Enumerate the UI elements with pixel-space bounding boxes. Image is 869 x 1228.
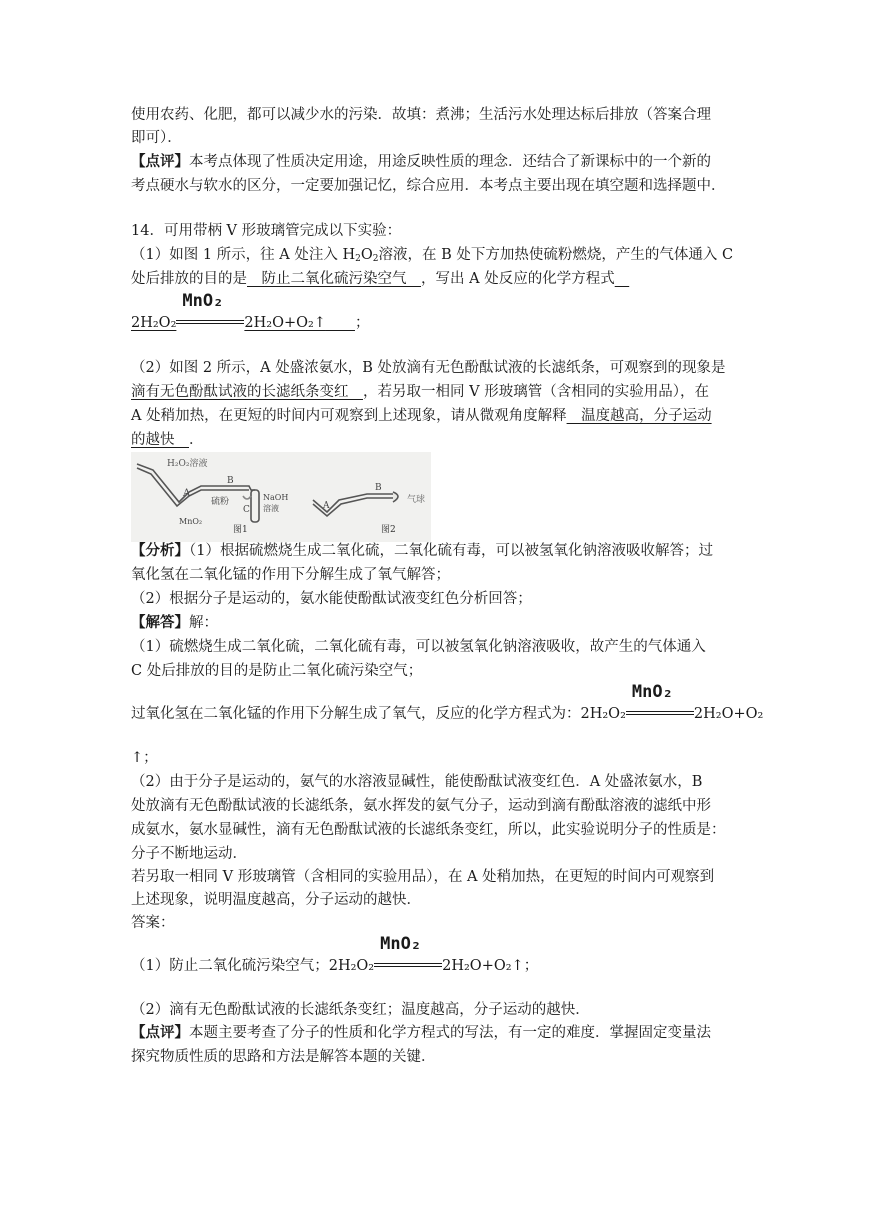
equation-line: 2H₂O₂ MnO₂ 2H₂O+O₂↑ ； — [131, 291, 370, 331]
question-part: A 处稍加热，在更短的时间内可观察到上述现象，请从微观角度解释 温度越高，分子运动 — [131, 408, 712, 424]
figure-caption-2: 图2 — [381, 525, 396, 535]
reaction-arrow: MnO₂ — [176, 313, 244, 333]
label-sulfur: 硫粉 — [211, 497, 230, 507]
text-line: 使用农药、化肥，都可以减少水的污染．故填：煮沸；生活污水处理达标后排放（答案合理 — [131, 107, 711, 123]
solution-line: 成氨水，氨水显碱性，滴有无色酚酞试液的长滤纸条变红，所以，此实验说明分子的性质是： — [131, 822, 726, 838]
label-naoh: NaOH — [263, 493, 289, 502]
answer-heading: 答案： — [131, 915, 175, 931]
experiment-figure — [131, 452, 431, 542]
answer-line: （1）防止二氧化硫污染空气；2H₂O₂ MnO₂ 2H₂O+O₂↑； — [131, 934, 539, 974]
solution-heading: 【解答】解： — [131, 614, 218, 631]
reaction-arrow: MnO₂ — [374, 956, 442, 976]
label-b: B — [227, 476, 234, 486]
solution-line: （1）硫燃烧生成二氧化硫，二氧化硫有毒，可以被氢氧化钠溶液吸收，故产生的气体通入 — [131, 639, 706, 655]
solution-line: ↑； — [131, 750, 158, 766]
question-part: （1）如图 1 所示，往 A 处注入 $H_2O_2$溶液，在 B 处下方加热使硫粉燃烧，产生的气体通入 C — [131, 247, 734, 264]
text-line: 即可）． — [131, 130, 182, 146]
comment-line: 【点评】本考点体现了性质决定用途，用途反映性质的理念．还结合了新课标中的一个新的 — [131, 153, 711, 170]
solution-line: C 处后排放的目的是防止二氧化硫污染空气； — [131, 663, 423, 679]
figure-caption-1: 图1 — [233, 525, 248, 535]
solution-line: 若另取一相同 V 形玻璃管（含相同的实验用品），在 A 处稍加热，在更短的时间内可观察到 — [131, 869, 715, 885]
solution-line: （2）由于分子是运动的，氨气的水溶液显碱性，能使酚酞试液变红色．A 处盛浓氨水，B — [131, 774, 703, 790]
label-mno2: MnO₂ — [179, 517, 203, 526]
analysis-line: （2）根据分子是运动的，氨水能使酚酞试液变红色分析回答； — [131, 591, 532, 607]
comment-line: 探究物质性质的思路和方法是解答本题的关键． — [131, 1049, 436, 1065]
label-a: A — [183, 488, 191, 499]
analysis-line: 【分析】（1）根据硫燃烧生成二氧化硫，二氧化硫有毒，可以被氢氧化钠溶液吸收解答；过 — [131, 542, 713, 559]
text-line: 考点硬水与软水的区分，一定要加强记忆，综合应用．本考点主要出现在填空题和选择题中． — [131, 178, 726, 194]
label-c: C — [243, 505, 250, 515]
reaction-arrow: MnO₂ — [626, 704, 694, 724]
question-part: 处后排放的目的是 防止二氧化硫污染空气 ，写出 A 处反应的化学方程式 — [131, 271, 615, 287]
question-part: （2）如图 2 所示，A 处盛浓氨水，B 处放滴有无色酚酞试液的长滤纸条，可观察到的现象是 — [131, 360, 726, 376]
question-part: 的越快 ． — [131, 432, 204, 448]
analysis-line: 氧化氢在二氧化锰的作用下分解生成了氧气解答； — [131, 567, 450, 583]
answer-line: （2）滴有无色酚酞试液的长滤纸条变红；温度越高，分子运动的越快． — [131, 1002, 590, 1018]
label-b-2: B — [375, 483, 382, 493]
solution-line: 处放滴有无色酚酞试液的长滤纸条，氨水挥发的氨气分子，运动到滴有酚酞溶液的滤纸中形 — [131, 798, 711, 814]
label-h2o2: H₂O₂溶液 — [167, 459, 208, 469]
question-title: 14．可用带柄 V 形玻璃管完成以下实验： — [131, 223, 402, 239]
comment-line: 【点评】本题主要考查了分子的性质和化学方程式的写法，有一定的难度．掌握固定变量法 — [131, 1024, 711, 1041]
label-balloon: 气球 — [407, 495, 426, 505]
solution-line: 分子不断地运动． — [131, 846, 247, 862]
solution-line: 上述现象，说明温度越高，分子运动的越快． — [131, 892, 421, 908]
label-a-2: A — [323, 501, 330, 511]
label-solution: 溶液 — [263, 504, 279, 513]
question-part: 滴有无色酚酞试液的长滤纸条变红 ，若另取一相同 V 形玻璃管（含相同的实验用品），在 — [131, 384, 709, 400]
equation-line: 过氧化氢在二氧化锰的作用下分解生成了氧气，反应的化学方程式为：2H₂O₂ MnO₂ 2H₂O+O₂ — [131, 682, 764, 722]
